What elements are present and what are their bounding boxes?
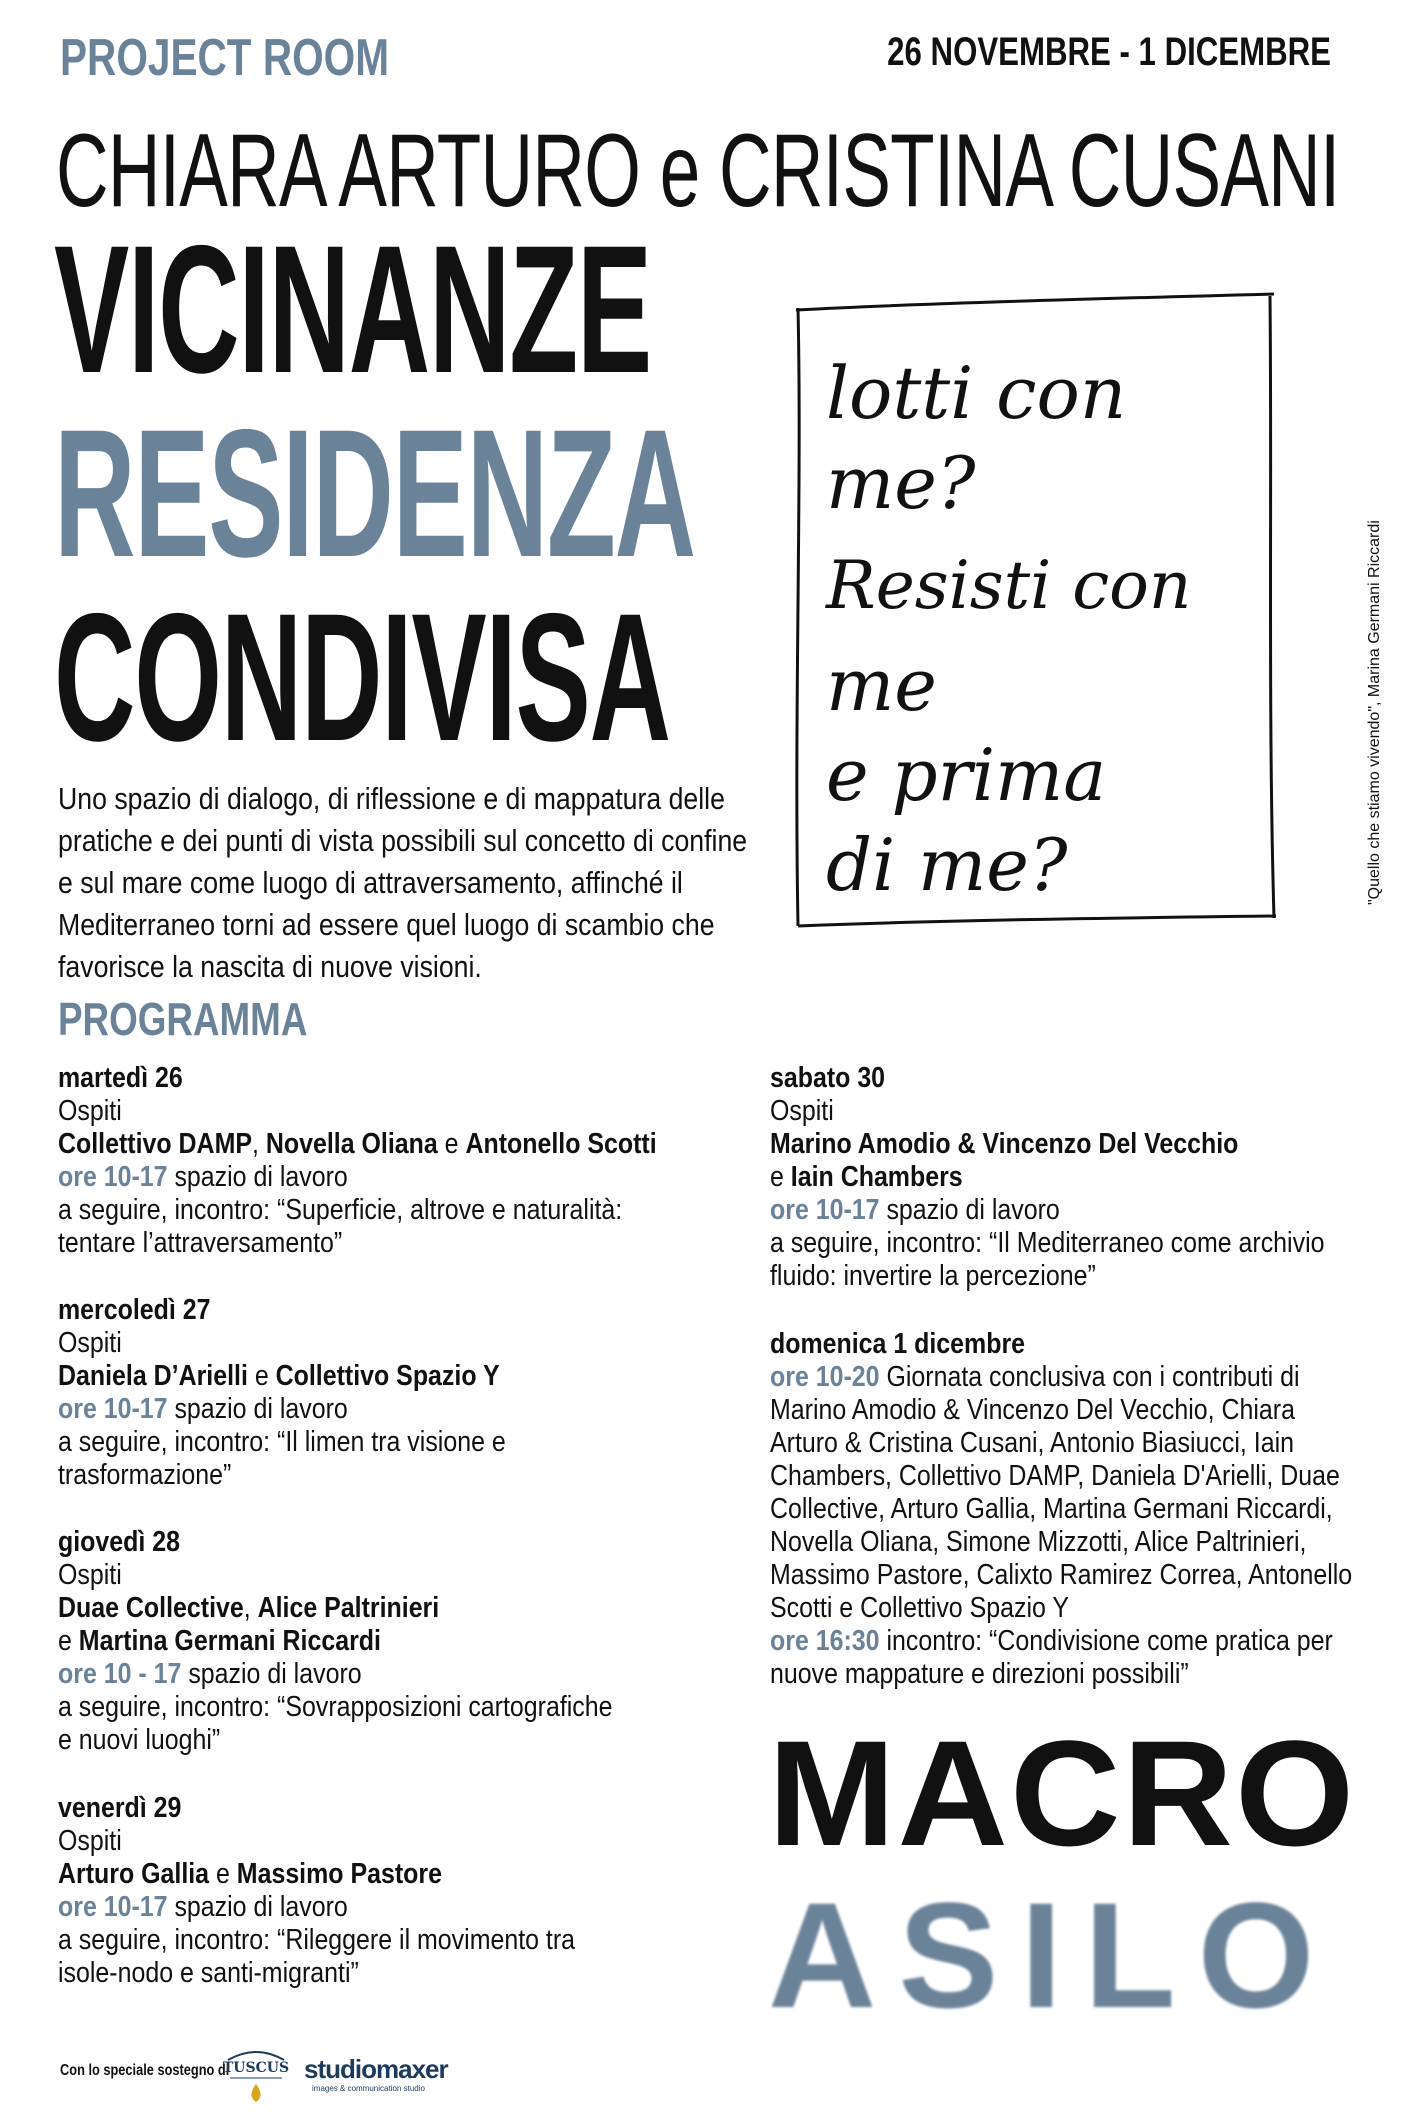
- macro-logo: MACRO: [768, 1709, 1357, 1877]
- event-dates: 26 NOVEMBRE - 1 DICEMBRE: [887, 30, 1331, 74]
- event-hours: ore 10-17: [58, 1161, 168, 1193]
- intro-line: e sul mare come luogo di attraversamento, affinché il: [58, 865, 683, 900]
- section-label: PROJECT ROOM: [60, 29, 390, 87]
- event-day: mercoledì 27: [58, 1294, 211, 1326]
- contributors-line: Massimo Pastore, Calixto Ramirez Correa, Antonello: [770, 1559, 1353, 1591]
- guests-label: Ospiti: [58, 1327, 122, 1359]
- hours-description: incontro: “Condivisione come pratica per: [879, 1625, 1333, 1657]
- contributors-line: Novella Oliana, Simone Mizzotti, Alice Paltrinieri,: [770, 1526, 1307, 1558]
- guests-line: [58, 1858, 575, 1891]
- intro-line: Uno spazio di dialogo, di riflessione e di mappatura delle: [58, 781, 725, 816]
- contributors-line: Marino Amodio & Vincenzo Del Vecchio, Chiara: [770, 1394, 1295, 1426]
- guest-separator: ,: [243, 1592, 258, 1624]
- hours-line: [58, 1161, 657, 1194]
- hours-description: spazio di lavoro: [167, 1891, 348, 1923]
- studiomaxer-logo: studiomaxer: [304, 2054, 448, 2084]
- talk-line: a seguire, incontro: “Rileggere il movimento tra: [58, 1924, 576, 1956]
- hours-line: [770, 1194, 1324, 1227]
- event-saturday: [770, 1062, 1415, 1293]
- event-wednesday: [58, 1294, 579, 1492]
- talk-line: isole-nodo e santi-migranti”: [58, 1957, 359, 1989]
- artists-title: CHIARA ARTURO e CRISTINA CUSANI: [56, 113, 1340, 229]
- contributors-line: Arturo & Cristina Cusani, Antonio Biasiucci, Iain: [770, 1427, 1294, 1459]
- handwriting-line: me: [826, 643, 937, 727]
- event-day: venerdì 29: [58, 1792, 182, 1824]
- guest-name: Collettivo Spazio Y: [275, 1360, 500, 1392]
- talk-line: nuove mappature e direzioni possibili”: [770, 1658, 1189, 1690]
- handwriting-line: me?: [826, 441, 976, 525]
- event-day: sabato 30: [770, 1062, 886, 1094]
- program-left-column: [58, 1062, 718, 2022]
- title-line-1: VICINANZE: [54, 207, 651, 411]
- event-sunday: [770, 1328, 1417, 1691]
- hours-line: [770, 1361, 1352, 1394]
- talk-line: a seguire, incontro: “Superficie, altrove e naturalità:: [58, 1194, 623, 1226]
- guest-name: Massimo Pastore: [236, 1858, 442, 1890]
- studiomaxer-subtitle: images & communication studio: [312, 2084, 425, 2093]
- event-thursday: [58, 1526, 703, 1757]
- hours-description: spazio di lavoro: [167, 1161, 348, 1193]
- guest-separator: e: [770, 1161, 791, 1193]
- title-line-3: CONDIVISA: [54, 575, 670, 779]
- talk-line: tentare l’attraversamento”: [58, 1227, 343, 1259]
- guests-label: Ospiti: [58, 1559, 122, 1591]
- event-hours: ore 10-17: [58, 1393, 168, 1425]
- handwritten-artwork: [790, 290, 1280, 930]
- talk-line: a seguire, incontro: “Il Mediterraneo come archivio: [770, 1227, 1325, 1259]
- guest-name: Daniela D’Arielli: [58, 1360, 248, 1392]
- talk-line: a seguire, incontro: “Sovrapposizioni cartografiche: [58, 1691, 613, 1723]
- artwork-credit-text: "Quello che stiamo vivendo", Marina Germani Riccardi: [1366, 520, 1383, 905]
- hours-line: [58, 1658, 613, 1691]
- guests-line: [58, 1625, 613, 1658]
- guests-label: Ospiti: [58, 1825, 122, 1857]
- tuscus-logo: [222, 2042, 290, 2104]
- guest-name: Iain Chambers: [790, 1161, 963, 1193]
- guest-name: Collettivo DAMP: [58, 1128, 252, 1160]
- asilo-logo: ASILO: [768, 1871, 1337, 2039]
- event-hours: ore 16:30: [770, 1625, 880, 1657]
- intro-line: favorisce la nascita di nuove visioni.: [58, 949, 482, 984]
- handwriting-line: e prima: [826, 733, 1107, 817]
- guests-label: Ospiti: [770, 1095, 834, 1127]
- guests-line: [58, 1128, 657, 1161]
- program-right-column: [770, 1062, 1390, 1702]
- guest-separator: e: [437, 1128, 466, 1160]
- guest-separator: e: [209, 1858, 237, 1890]
- event-tuesday: [58, 1062, 754, 1260]
- hours-description: spazio di lavoro: [879, 1194, 1060, 1226]
- guest-separator: ,: [251, 1128, 266, 1160]
- event-hours: ore 10-17: [770, 1194, 880, 1226]
- intro-paragraph: [58, 778, 778, 988]
- intro-line: Mediterraneo torni ad essere quel luogo di scambio che: [58, 907, 715, 942]
- programma-heading: PROGRAMMA: [58, 993, 308, 1045]
- guest-separator: e: [247, 1360, 276, 1392]
- hours-line: [770, 1625, 1352, 1658]
- guests-label: Ospiti: [58, 1095, 122, 1127]
- guests-line: [770, 1161, 1324, 1194]
- hours-description: Giornata conclusiva con i contributi di: [879, 1361, 1300, 1393]
- hours-description: spazio di lavoro: [181, 1658, 362, 1690]
- talk-line: fluido: invertire la percezione”: [770, 1260, 1096, 1292]
- event-hours: ore 10 - 17: [58, 1658, 182, 1690]
- tuscus-text: TUSCUS: [222, 2060, 290, 2076]
- event-hours: ore 10-17: [58, 1891, 168, 1923]
- event-day: domenica 1 dicembre: [770, 1328, 1026, 1360]
- contributors-line: Collective, Arturo Gallia, Martina Germani Riccardi,: [770, 1493, 1333, 1525]
- guest-name: Alice Paltrinieri: [257, 1592, 440, 1624]
- artwork-credit: [1366, 245, 1384, 905]
- event-day: giovedì 28: [58, 1526, 180, 1558]
- handwriting-line: di me?: [826, 823, 1068, 907]
- guest-separator: e: [58, 1625, 79, 1657]
- guest-name: Arturo Gallia: [58, 1858, 210, 1890]
- event-hours: ore 10-20: [770, 1361, 880, 1393]
- talk-line: e nuovi luoghi”: [58, 1724, 221, 1756]
- contributors-line: Chambers, Collettivo DAMP, Daniela D'Arielli, Duae: [770, 1460, 1340, 1492]
- handwriting-line: Resisti con: [826, 547, 1192, 624]
- guest-name: Antonello Scotti: [465, 1128, 657, 1160]
- guests-line: [58, 1360, 506, 1393]
- guest-name: Martina Germani Riccardi: [78, 1625, 381, 1657]
- title-line-2: RESIDENZA: [54, 391, 695, 595]
- talk-line: a seguire, incontro: “Il limen tra visione e: [58, 1426, 506, 1458]
- hours-line: [58, 1891, 575, 1924]
- guest-name: Duae Collective: [58, 1592, 244, 1624]
- talk-line: trasformazione”: [58, 1459, 232, 1491]
- intro-line: pratiche e dei punti di vista possibili sul concetto di confine: [58, 823, 748, 858]
- guests-line: [58, 1592, 613, 1625]
- hours-line: [58, 1393, 506, 1426]
- event-day: martedì 26: [58, 1062, 183, 1094]
- guest-name: Novella Oliana: [265, 1128, 438, 1160]
- sponsor-label: Con lo speciale sostegno di: [60, 2062, 230, 2079]
- guest-name: Marino Amodio & Vincenzo Del Vecchio: [770, 1128, 1239, 1160]
- handwriting-line: lotti con: [826, 351, 1127, 435]
- event-friday: [58, 1792, 659, 1990]
- guests-line: [770, 1128, 1324, 1161]
- contributors-line: Scotti e Collettivo Spazio Y: [770, 1592, 1069, 1624]
- hours-description: spazio di lavoro: [167, 1393, 348, 1425]
